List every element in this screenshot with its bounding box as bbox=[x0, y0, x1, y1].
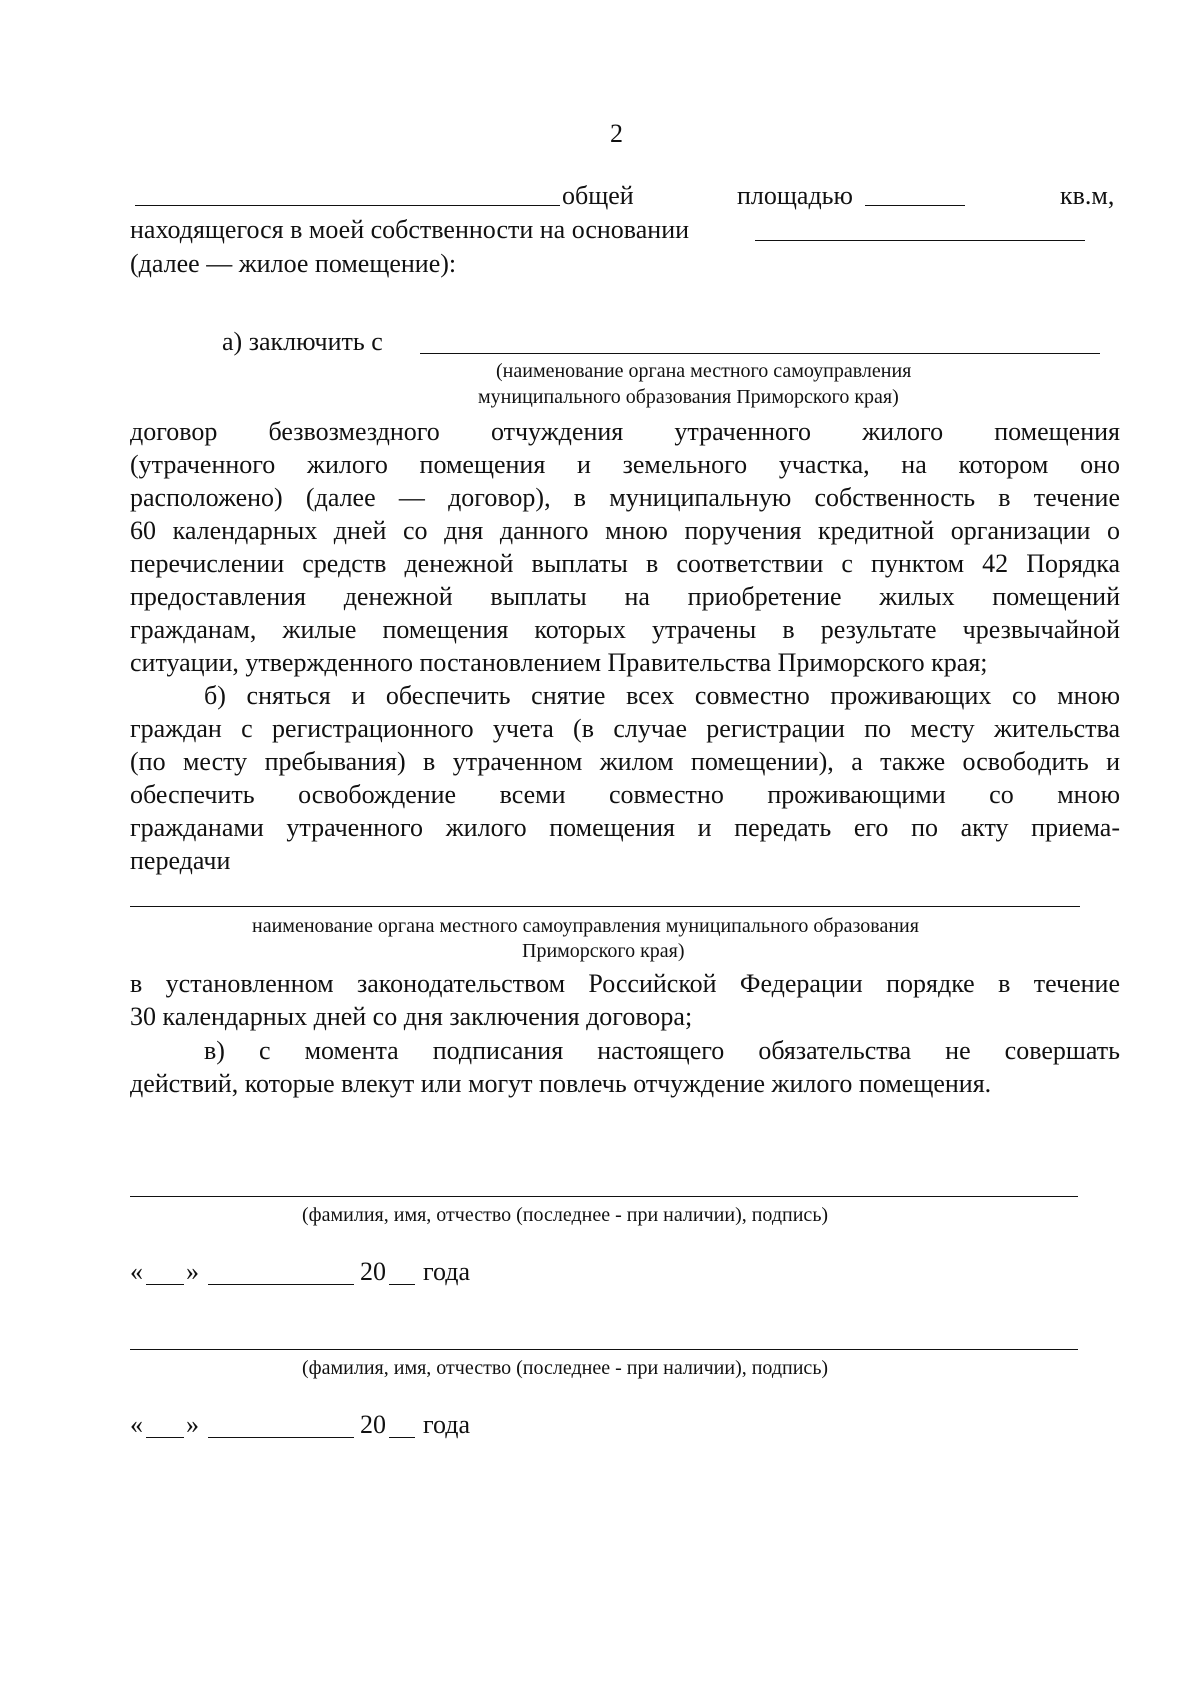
date-year-suffix-1: года bbox=[423, 1257, 471, 1286]
date-month-line-1 bbox=[208, 1284, 354, 1285]
date-quote-close-2: » bbox=[186, 1410, 199, 1439]
item-a-line: (утраченного жилого помещения и земельного участка, на котором оно bbox=[130, 450, 1120, 479]
area-word: общей bbox=[562, 181, 634, 210]
date-quote-close-1: » bbox=[186, 1257, 199, 1286]
date-year-line-1 bbox=[389, 1284, 415, 1285]
area-blank-line bbox=[865, 205, 965, 206]
item-a-line: договор безвозмездного отчуждения утраченного жилого помещения bbox=[130, 417, 1120, 446]
item-a-caption-2: муниципального образования Приморского края) bbox=[478, 386, 899, 408]
area-label: площадью bbox=[737, 181, 853, 210]
item-a-line: предоставления денежной выплаты на приобретение жилых помещений bbox=[130, 582, 1120, 611]
item-c-paragraph bbox=[130, 1034, 1120, 1100]
signature-line-2 bbox=[130, 1349, 1078, 1350]
item-a-line: 60 календарных дней со дня данного мною поручения кредитной организации о bbox=[130, 516, 1120, 545]
item-b-line: (по месту пребывания) в утраченном жилом помещении), а также освободить и bbox=[130, 747, 1120, 776]
item-a-lead: а) заключить с bbox=[222, 327, 383, 356]
date-day-line-2 bbox=[146, 1437, 184, 1438]
item-a-caption-1: (наименование органа местного самоуправления bbox=[496, 360, 912, 382]
item-b-paragraph bbox=[130, 679, 1120, 877]
item-a-line: гражданам, жилые помещения которых утрачены в результате чрезвычайной bbox=[130, 615, 1120, 644]
signature-line-1 bbox=[130, 1196, 1078, 1197]
item-a-line: перечислении средств денежной выплаты в соответствии с пунктом 42 Порядка bbox=[130, 549, 1120, 578]
item-b-blank-line bbox=[130, 906, 1080, 907]
item-b-caption-1: наименование органа местного самоуправления муниципального образования bbox=[252, 915, 919, 937]
item-b-line: б) сняться и обеспечить снятие всех совместно проживающих со мною bbox=[204, 681, 1120, 710]
item-a-paragraph bbox=[130, 415, 1120, 679]
ownership-text: находящегося в моей собственности на основании bbox=[130, 215, 690, 244]
item-c-line: действий, которые влекут или могут повлечь отчуждение жилого помещения. bbox=[130, 1069, 992, 1098]
item-b-after-line: в установленном законодательством Российской Федерации порядке в течение bbox=[130, 969, 1120, 998]
item-a-line: ситуации, утвержденного постановлением Правительства Приморского края; bbox=[130, 648, 988, 677]
item-b-after-line: 30 календарных дней со дня заключения договора; bbox=[130, 1002, 693, 1031]
page-number: 2 bbox=[610, 119, 623, 148]
property-blank-line bbox=[135, 205, 560, 206]
date-year-prefix-2: 20 bbox=[360, 1410, 386, 1439]
date-month-line-2 bbox=[208, 1437, 354, 1438]
definition-text: (далее — жилое помещение): bbox=[130, 249, 457, 278]
signature-caption-1: (фамилия, имя, отчество (последнее - при наличии), подпись) bbox=[302, 1204, 829, 1226]
item-a-line: расположено) (далее — договор), в муниципальную собственность в течение bbox=[130, 483, 1120, 512]
item-b-after bbox=[130, 967, 1120, 1033]
area-unit: кв.м, bbox=[1060, 181, 1115, 210]
ownership-blank-line bbox=[755, 240, 1085, 241]
item-b-line: передачи bbox=[130, 846, 231, 875]
date-quote-open-1: « bbox=[130, 1257, 143, 1286]
date-quote-open-2: « bbox=[130, 1410, 143, 1439]
date-year-prefix-1: 20 bbox=[360, 1257, 386, 1286]
date-day-line-1 bbox=[146, 1284, 184, 1285]
item-b-caption-2: Приморского края) bbox=[522, 940, 685, 962]
date-year-line-2 bbox=[389, 1437, 415, 1438]
item-b-line: гражданами утраченного жилого помещения и передать его по акту приема- bbox=[130, 813, 1120, 842]
item-b-line: обеспечить освобождение всеми совместно проживающими со мною bbox=[130, 780, 1120, 809]
signature-caption-2: (фамилия, имя, отчество (последнее - при наличии), подпись) bbox=[302, 1357, 829, 1379]
item-b-line: граждан с регистрационного учета (в случае регистрации по месту жительства bbox=[130, 714, 1120, 743]
item-a-blank-line bbox=[420, 353, 1100, 354]
date-year-suffix-2: года bbox=[423, 1410, 471, 1439]
item-c-line: в) с момента подписания настоящего обязательства не совершать bbox=[204, 1036, 1120, 1065]
